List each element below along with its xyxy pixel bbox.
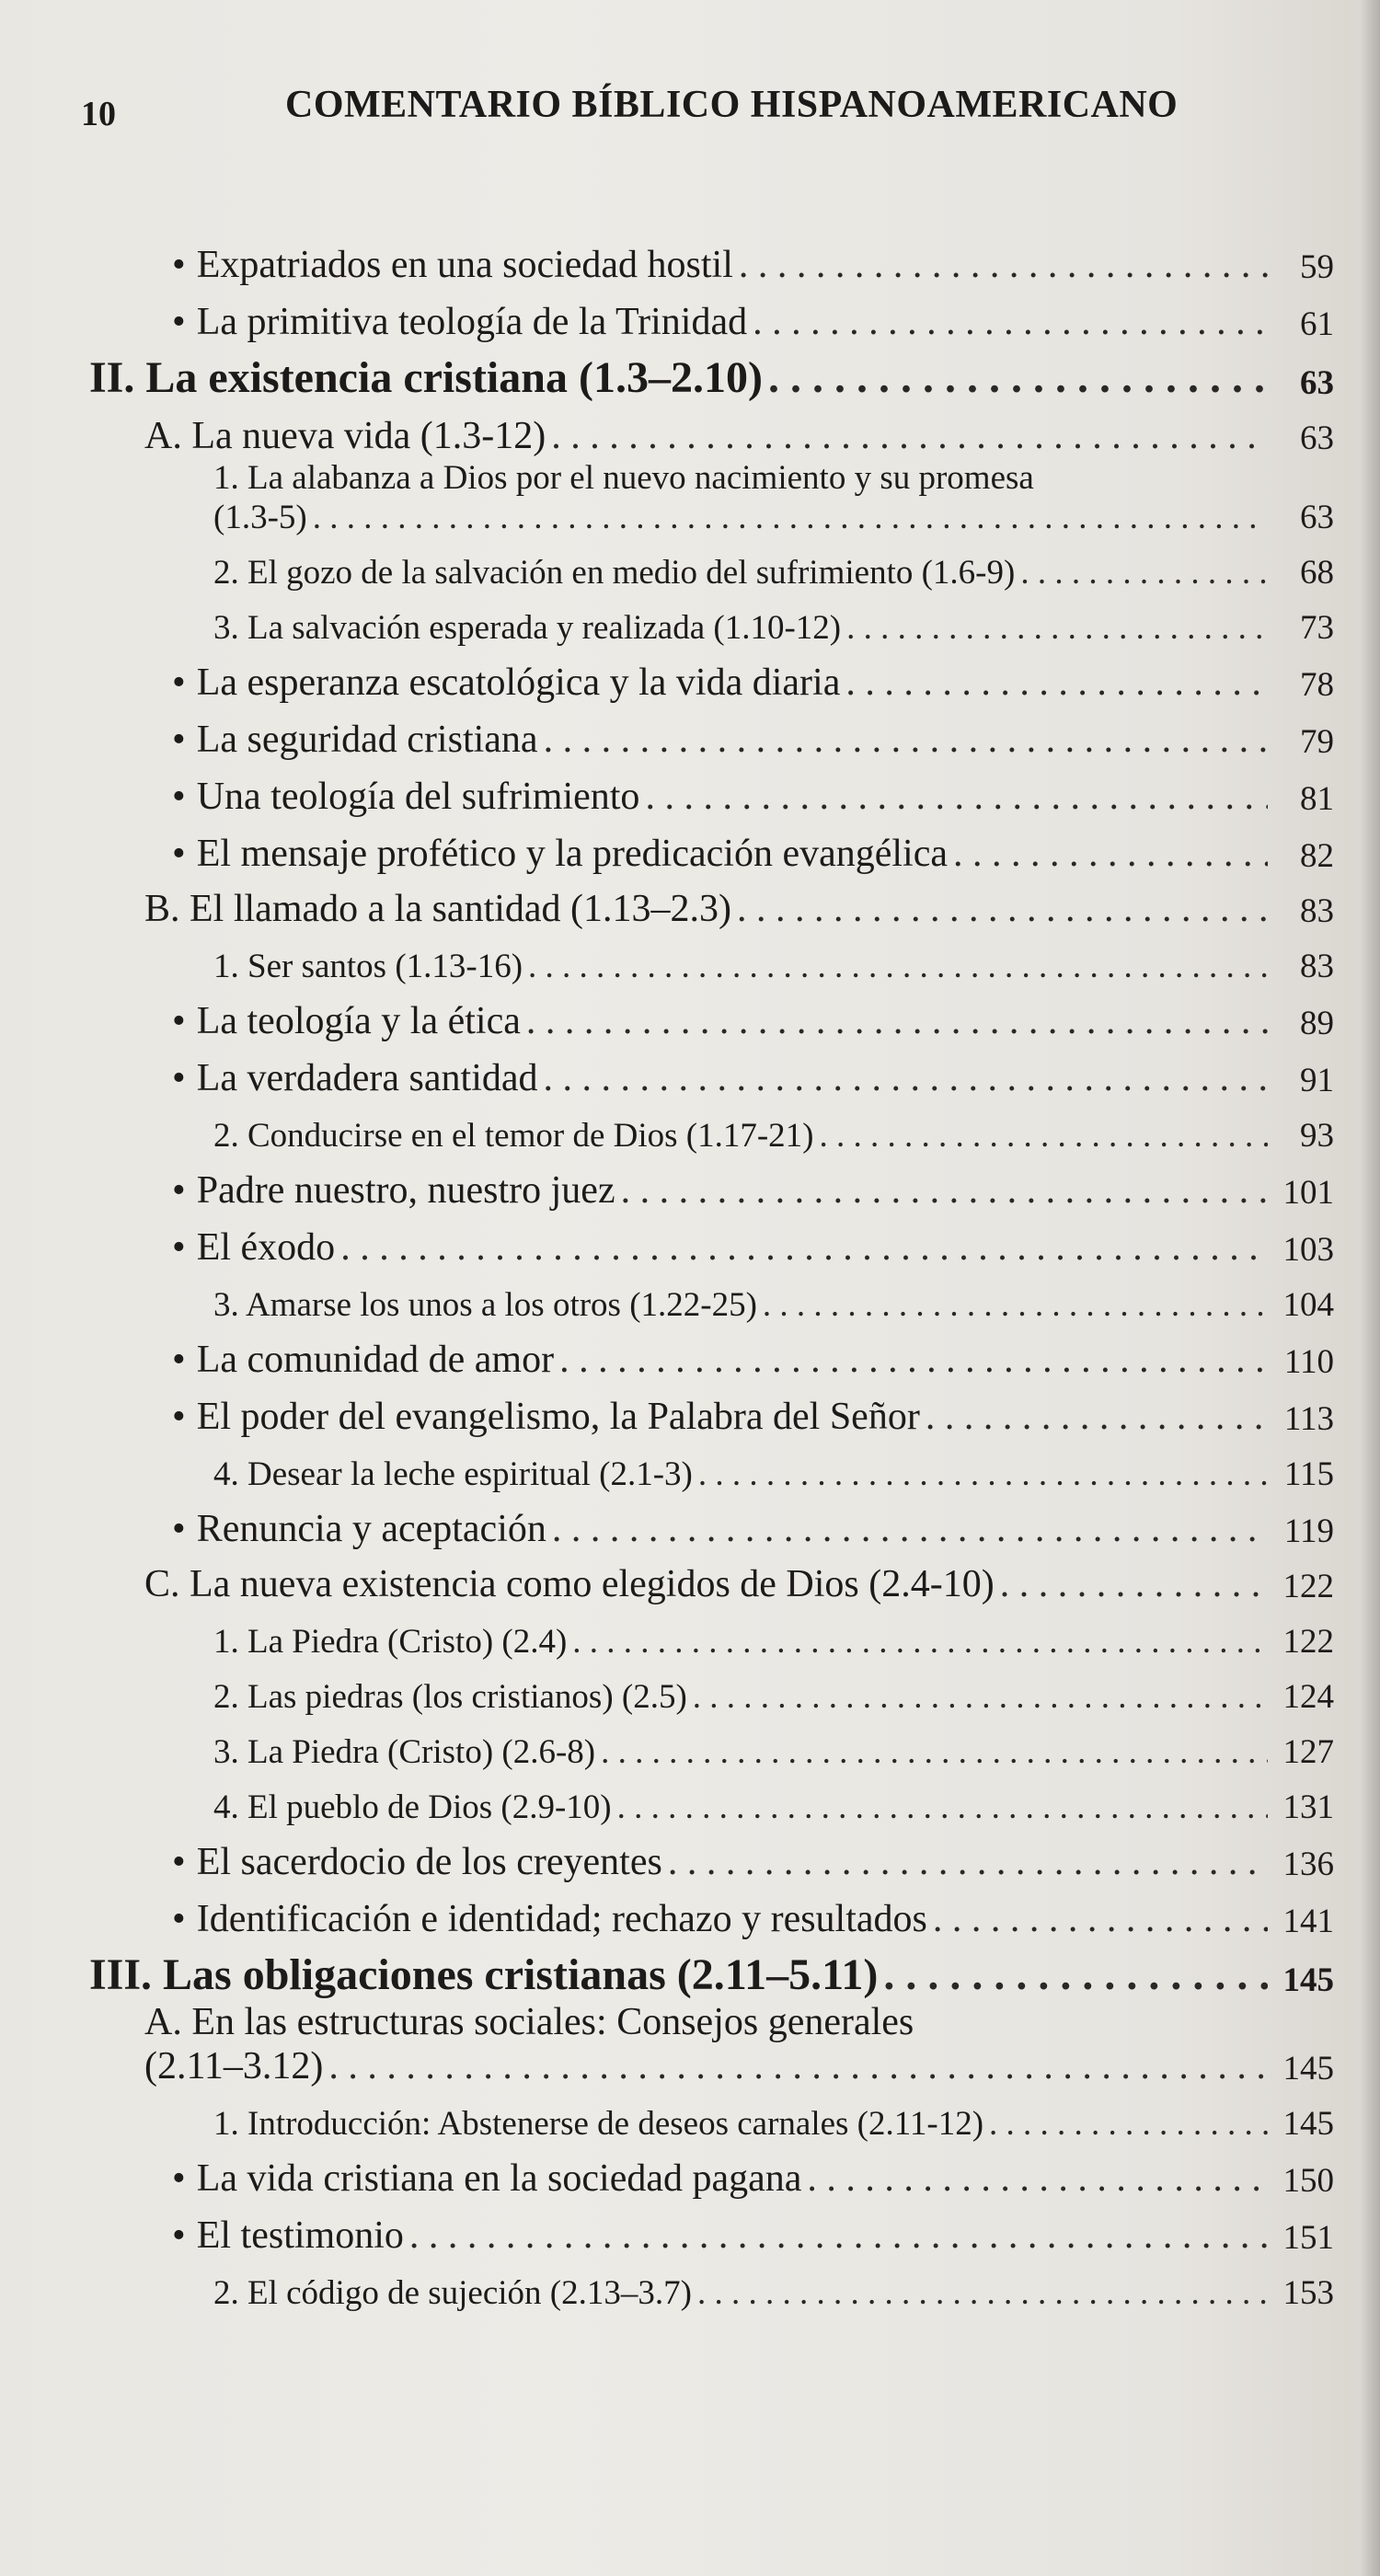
bullet-icon: • bbox=[172, 1000, 186, 1042]
dot-leader bbox=[753, 300, 1268, 344]
toc-entry[interactable] bbox=[89, 1941, 1334, 2000]
toc-page-number: 78 bbox=[1300, 666, 1334, 704]
dot-leader bbox=[820, 1116, 1269, 1156]
dot-leader bbox=[544, 718, 1268, 762]
toc-entry-title: La vida cristiana en la sociedad pagana bbox=[196, 2157, 802, 2200]
toc-entry[interactable] bbox=[213, 2088, 1334, 2144]
toc-entry[interactable] bbox=[172, 1325, 1334, 1382]
toc-page-number: 61 bbox=[1300, 305, 1334, 343]
toc-page-number: 63 bbox=[1300, 420, 1334, 457]
toc-entry[interactable] bbox=[213, 1439, 1334, 1494]
toc-entry[interactable] bbox=[213, 1717, 1334, 1772]
toc-entry[interactable] bbox=[213, 537, 1334, 592]
dot-leader bbox=[845, 661, 1268, 705]
toc-entry[interactable] bbox=[213, 2258, 1334, 2313]
toc-entry[interactable] bbox=[172, 986, 1334, 1043]
toc-entry[interactable] bbox=[213, 592, 1334, 648]
dot-leader bbox=[698, 1455, 1268, 1494]
toc-page-number: 81 bbox=[1300, 780, 1334, 818]
toc-page-number: 113 bbox=[1283, 1400, 1334, 1438]
toc-entry-title: Renuncia y aceptación bbox=[196, 1508, 546, 1550]
dot-leader bbox=[933, 1897, 1268, 1941]
dot-leader bbox=[544, 1056, 1268, 1100]
dot-leader bbox=[340, 1225, 1268, 1270]
toc-page-number: 59 bbox=[1300, 248, 1334, 286]
toc-entry-title: II. La existencia cristiana (1.3–2.10) bbox=[89, 353, 763, 402]
toc-entry[interactable] bbox=[172, 287, 1334, 344]
toc-entry-title: 4. Desear la leche espiritual (2.1-3) bbox=[213, 1455, 693, 1493]
page-header bbox=[74, 81, 1306, 136]
dot-leader bbox=[737, 887, 1268, 931]
toc-entry-title: La verdadera santidad bbox=[196, 1057, 538, 1099]
page-number: 10 bbox=[81, 95, 116, 133]
toc-page-number: 83 bbox=[1300, 892, 1334, 930]
toc-entry-title: 3. La salvación esperada y realizada (1.10-12) bbox=[213, 609, 842, 647]
running-title: COMENTARIO BÍBLICO HISPANOAMERICANO bbox=[285, 84, 1179, 126]
bullet-icon: • bbox=[172, 1226, 186, 1269]
toc-page-number: 83 bbox=[1300, 948, 1334, 985]
bullet-icon: • bbox=[172, 2157, 186, 2200]
bullet-icon: • bbox=[172, 719, 186, 761]
dot-leader bbox=[846, 608, 1268, 648]
toc-entry-title-cont: (1.3-5) bbox=[213, 499, 307, 536]
bullet-icon: • bbox=[172, 244, 186, 286]
toc-page-number: 63 bbox=[1300, 364, 1334, 402]
dot-leader bbox=[953, 832, 1268, 876]
toc-entry-title: 1. Ser santos (1.13-16) bbox=[213, 948, 523, 985]
toc-entry-continuation bbox=[144, 2044, 1334, 2088]
toc-entry-title: 1. La alabanza a Dios por el nuevo nacimiento y su promesa bbox=[213, 459, 1034, 497]
toc-entry-title: El testimonio bbox=[196, 2214, 404, 2257]
toc-entry[interactable] bbox=[144, 2000, 1334, 2088]
dot-leader bbox=[572, 1622, 1268, 1662]
toc-entry-title-cont: (2.11–3.12) bbox=[144, 2045, 324, 2087]
toc-entry[interactable] bbox=[213, 1270, 1334, 1325]
bullet-icon: • bbox=[172, 1841, 186, 1883]
dot-leader bbox=[739, 243, 1268, 287]
dot-leader bbox=[926, 1395, 1268, 1439]
toc-page-number: 124 bbox=[1282, 1678, 1334, 1716]
toc-page-number: 63 bbox=[1300, 499, 1334, 536]
dot-leader bbox=[807, 2156, 1268, 2201]
toc-entry-continuation bbox=[213, 498, 1334, 537]
toc-entry-title: Expatriados en una sociedad hostil bbox=[196, 244, 733, 286]
dot-leader bbox=[617, 1788, 1268, 1827]
toc-entry[interactable] bbox=[89, 344, 1334, 403]
toc-entry[interactable] bbox=[213, 1772, 1334, 1827]
bullet-icon: • bbox=[172, 661, 186, 704]
dot-leader bbox=[989, 2104, 1268, 2144]
dot-leader bbox=[1020, 553, 1268, 592]
toc-page-number: 145 bbox=[1282, 2050, 1334, 2087]
toc-entry[interactable] bbox=[172, 230, 1334, 287]
table-of-contents bbox=[87, 230, 1334, 2313]
toc-page-number: 82 bbox=[1300, 837, 1334, 875]
toc-entry-title: B. El llamado a la santidad (1.13–2.3) bbox=[144, 888, 732, 930]
toc-page-number: 153 bbox=[1282, 2274, 1334, 2312]
toc-entry[interactable] bbox=[144, 1551, 1334, 1606]
toc-page-number: 73 bbox=[1300, 609, 1334, 647]
toc-entry[interactable] bbox=[172, 762, 1334, 819]
toc-page-number: 131 bbox=[1282, 1788, 1334, 1826]
dot-leader bbox=[551, 414, 1268, 458]
toc-entry[interactable] bbox=[172, 2201, 1334, 2258]
toc-entry-title: C. La nueva existencia como elegidos de Dios (2.4-10) bbox=[144, 1563, 995, 1605]
toc-page-number: 91 bbox=[1300, 1062, 1334, 1099]
toc-entry[interactable] bbox=[172, 1827, 1334, 1884]
toc-page-number: 89 bbox=[1300, 1005, 1334, 1042]
toc-entry[interactable] bbox=[172, 1494, 1334, 1551]
toc-entry-title: Padre nuestro, nuestro juez bbox=[196, 1169, 615, 1212]
toc-entry-title: La primitiva teología de la Trinidad bbox=[196, 301, 748, 343]
toc-page-number: 119 bbox=[1283, 1512, 1334, 1550]
dot-leader bbox=[621, 1168, 1268, 1213]
toc-page-number: 104 bbox=[1282, 1286, 1334, 1324]
toc-entry[interactable] bbox=[172, 2144, 1334, 2201]
dot-leader bbox=[668, 1840, 1268, 1884]
toc-page-number: 101 bbox=[1282, 1174, 1334, 1212]
toc-page-number: 103 bbox=[1282, 1231, 1334, 1269]
toc-entry[interactable] bbox=[144, 403, 1334, 458]
bullet-icon: • bbox=[172, 1169, 186, 1212]
dot-leader bbox=[693, 1677, 1268, 1717]
toc-entry[interactable] bbox=[172, 648, 1334, 705]
toc-entry-title: 2. El gozo de la salvación en medio del sufrimiento (1.6-9) bbox=[213, 554, 1016, 592]
toc-page-number: 145 bbox=[1282, 1961, 1334, 1999]
toc-entry[interactable] bbox=[213, 458, 1334, 537]
toc-entry-title: El poder del evangelismo, la Palabra del Señor bbox=[196, 1396, 920, 1438]
toc-page-number: 127 bbox=[1282, 1733, 1334, 1771]
toc-page-number: 136 bbox=[1282, 1846, 1334, 1883]
toc-entry[interactable] bbox=[172, 1213, 1334, 1270]
toc-entry[interactable] bbox=[172, 705, 1334, 762]
toc-page-number: 141 bbox=[1282, 1903, 1334, 1940]
toc-page-number: 93 bbox=[1300, 1117, 1334, 1155]
toc-entry-title: La esperanza escatológica y la vida diaria bbox=[196, 661, 841, 704]
bullet-icon: • bbox=[172, 1898, 186, 1940]
bullet-icon: • bbox=[172, 1508, 186, 1550]
toc-entry[interactable] bbox=[172, 1043, 1334, 1100]
toc-entry[interactable] bbox=[144, 876, 1334, 931]
toc-entry[interactable] bbox=[213, 1606, 1334, 1662]
toc-entry-title: Identificación e identidad; rechazo y resultados bbox=[196, 1898, 927, 1940]
toc-page-number: 122 bbox=[1282, 1623, 1334, 1661]
bullet-icon: • bbox=[172, 1339, 186, 1381]
dot-leader bbox=[768, 352, 1268, 403]
toc-entry-title: III. Las obligaciones cristianas (2.11–5.11) bbox=[89, 1950, 879, 1999]
toc-entry-title: 2. Conducirse en el temor de Dios (1.17-21) bbox=[213, 1117, 814, 1155]
bullet-icon: • bbox=[172, 833, 186, 875]
toc-entry[interactable] bbox=[172, 1884, 1334, 1941]
dot-leader bbox=[526, 999, 1268, 1043]
bullet-icon: • bbox=[172, 301, 186, 343]
toc-entry[interactable] bbox=[213, 931, 1334, 986]
dot-leader bbox=[1000, 1562, 1268, 1606]
toc-entry[interactable] bbox=[213, 1662, 1334, 1717]
toc-entry-title: El mensaje profético y la predicación evangélica bbox=[196, 833, 948, 875]
toc-entry-title: 1. La Piedra (Cristo) (2.4) bbox=[213, 1623, 568, 1661]
toc-page-number: 68 bbox=[1300, 554, 1334, 592]
dot-leader bbox=[697, 2273, 1268, 2313]
dot-leader bbox=[763, 1285, 1268, 1325]
toc-entry[interactable] bbox=[213, 1100, 1334, 1156]
dot-leader bbox=[645, 775, 1268, 819]
toc-entry-title: 3. Amarse los unos a los otros (1.22-25) bbox=[213, 1286, 757, 1324]
toc-entry-title: La seguridad cristiana bbox=[196, 719, 538, 761]
toc-entry[interactable] bbox=[172, 1382, 1334, 1439]
dot-leader bbox=[601, 1732, 1268, 1772]
dot-leader bbox=[313, 498, 1268, 537]
bullet-icon: • bbox=[172, 776, 186, 818]
bullet-icon: • bbox=[172, 2214, 186, 2257]
toc-page-number: 110 bbox=[1283, 1343, 1334, 1381]
toc-entry-title: La teología y la ética bbox=[196, 1000, 521, 1042]
toc-entry-title: Una teología del sufrimiento bbox=[196, 776, 640, 818]
toc-entry-title: 3. La Piedra (Cristo) (2.6-8) bbox=[213, 1733, 596, 1771]
toc-page-number: 122 bbox=[1282, 1568, 1334, 1605]
toc-entry-title: A. La nueva vida (1.3-12) bbox=[144, 415, 546, 457]
bullet-icon: • bbox=[172, 1396, 186, 1438]
toc-page-number: 79 bbox=[1300, 723, 1334, 761]
toc-entry-title: 2. El código de sujeción (2.13–3.7) bbox=[213, 2274, 692, 2312]
dot-leader bbox=[559, 1338, 1268, 1382]
dot-leader bbox=[328, 2044, 1268, 2088]
dot-leader bbox=[883, 1949, 1268, 2000]
dot-leader bbox=[409, 2214, 1268, 2258]
toc-entry-title: La comunidad de amor bbox=[196, 1339, 555, 1381]
toc-page-number: 151 bbox=[1282, 2219, 1334, 2257]
toc-entry[interactable] bbox=[172, 819, 1334, 876]
toc-entry-title: 1. Introducción: Abstenerse de deseos carnales (2.11-12) bbox=[213, 2105, 984, 2143]
dot-leader bbox=[528, 947, 1268, 986]
toc-page-number: 150 bbox=[1282, 2162, 1334, 2200]
toc-entry-title: El sacerdocio de los creyentes bbox=[196, 1841, 662, 1883]
bullet-icon: • bbox=[172, 1057, 186, 1099]
toc-entry-title: 4. El pueblo de Dios (2.9-10) bbox=[213, 1788, 612, 1826]
toc-entry[interactable] bbox=[172, 1156, 1334, 1213]
toc-entry-title: A. En las estructuras sociales: Consejos generales bbox=[144, 2001, 914, 2043]
dot-leader bbox=[552, 1507, 1268, 1551]
toc-page-number: 145 bbox=[1282, 2105, 1334, 2143]
toc-entry-title: El éxodo bbox=[196, 1226, 336, 1269]
toc-page-number: 115 bbox=[1283, 1455, 1334, 1493]
toc-entry-title: 2. Las piedras (los cristianos) (2.5) bbox=[213, 1678, 687, 1716]
